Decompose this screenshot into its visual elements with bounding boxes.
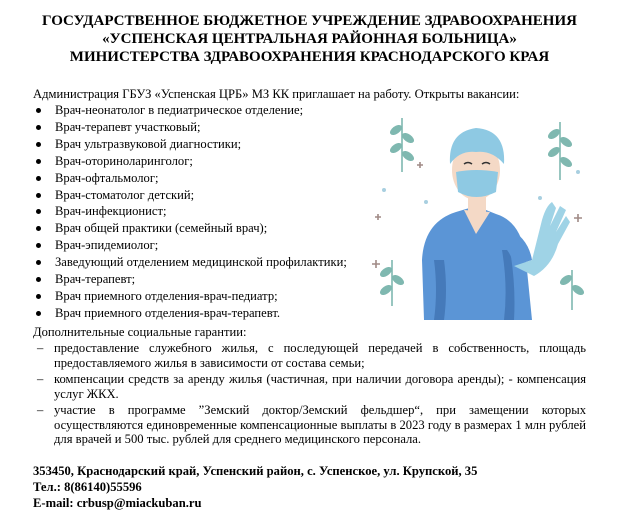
vacancy-item: Врач-инфекционист; [33, 203, 347, 220]
guarantees-list [33, 341, 586, 449]
vacancy-item: Врач общей практики (семейный врач); [33, 220, 347, 237]
leaf-sprig-left-icon [389, 118, 414, 172]
vacancy-item: Врач-офтальмолог; [33, 170, 347, 187]
header-line-2: «УСПЕНСКАЯ ЦЕНТРАЛЬНАЯ РАЙОННАЯ БОЛЬНИЦА» [102, 31, 517, 47]
vacancy-item: Врач-терапевт участковый; [33, 119, 347, 136]
document-header [0, 12, 619, 66]
contact-phone: Тел.: 8(86140)55596 [33, 480, 142, 494]
contact-address: 353450, Краснодарский край, Успенский район, с. Успенское, ул. Крупской, 35 [33, 464, 478, 478]
vacancy-item: Врач приемного отделения-врач-терапевт. [33, 305, 347, 322]
guarantee-item: – предоставление служебного жилья, с последующей передачей в собственность, площадь предоставляемого жилья в зависимости от состава семьи; [33, 341, 586, 370]
vacancy-list [33, 102, 347, 322]
vacancy-item: Врач-стоматолог детский; [33, 187, 347, 204]
header-line-3: МИНИСТЕРСТВА ЗДРАВООХРАНЕНИЯ КРАСНОДАРСКОГО КРАЯ [69, 49, 550, 65]
header-line-1: ГОСУДАРСТВЕННОЕ БЮДЖЕТНОЕ УЧРЕЖДЕНИЕ ЗДРАВООХРАНЕНИЯ [42, 13, 577, 29]
vacancy-item: Врач-эпидемиолог; [33, 237, 347, 254]
mask-shape [456, 170, 498, 197]
guarantee-item: – участие в программе ”Земский доктор/Земский фельдшер“, при замещении которых осуществляются единовременные компенсационные выплаты в 2023 году в размерах 1 млн рублей для врачей и 500 тыс. рублей для среднего медицинского персонала. [33, 403, 586, 447]
intro-text: Администрация ГБУЗ «Успенская ЦРБ» МЗ КК приглашает на работу. Открыты вакансии: [33, 87, 520, 101]
vacancy-item: Врач-неонатолог в педиатрическое отделение; [33, 102, 347, 119]
vacancy-item: Врач-оториноларинголог; [33, 153, 347, 170]
vacancy-item: Врач приемного отделения-врач-педиатр; [33, 288, 347, 305]
vacancy-item: Врач-терапевт; [33, 271, 347, 288]
vacancy-item: Врач ультразвуковой диагностики; [33, 136, 347, 153]
guarantee-item: – компенсации средств за аренду жилья (частичная, при наличии договора аренды); - компенсация услуг ЖКХ. [33, 372, 586, 401]
guarantees-title: Дополнительные социальные гарантии: [33, 325, 247, 339]
contacts-block [33, 463, 477, 511]
contact-email: E-mail: crbusp@miackuban.ru [33, 496, 202, 510]
doctor-illustration-svg [364, 110, 594, 320]
leaf-sprig-right-icon [547, 122, 572, 180]
doctor-illustration [364, 110, 594, 320]
vacancy-item: Заведующий отделением медицинской профилактики; [33, 254, 347, 271]
